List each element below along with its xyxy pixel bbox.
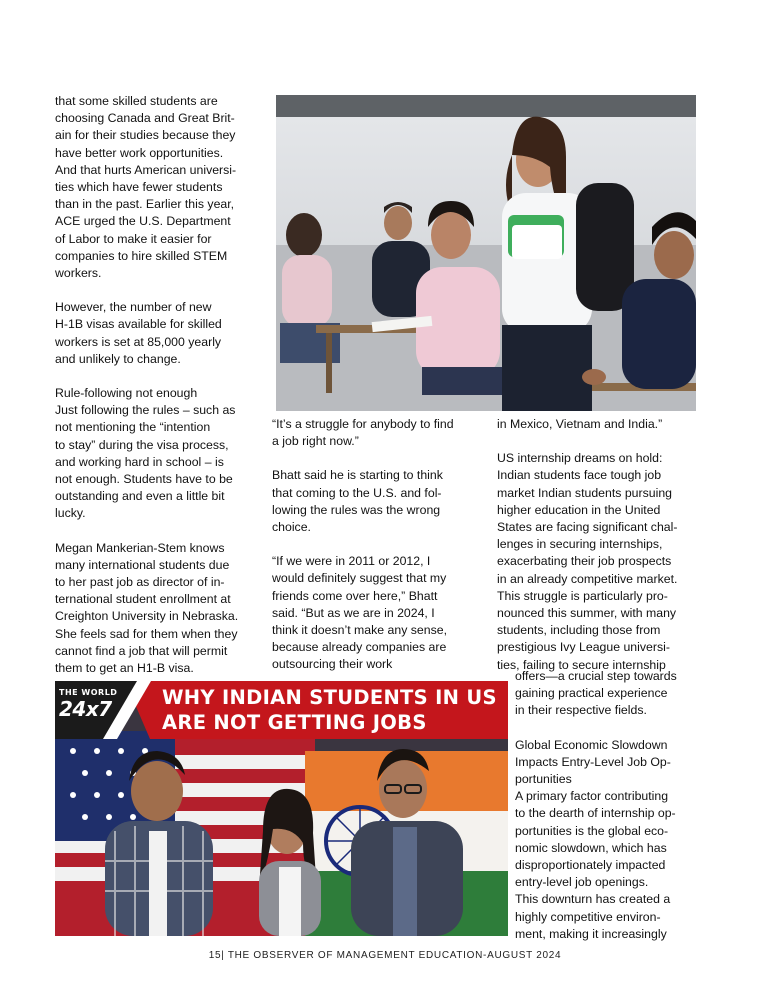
paragraph-break: [55, 523, 265, 540]
text-line: than in the past. Earlier this year,: [55, 197, 235, 212]
text-line: States are facing significant chal-: [497, 520, 678, 535]
text-line: think it doesn’t make any sense,: [272, 623, 447, 638]
text-line: market Indian students pursuing: [497, 485, 672, 500]
banner-headline: [162, 685, 502, 735]
classroom-students-photo: [276, 95, 696, 411]
text-line: in their respective fields.: [515, 703, 647, 718]
text-line: lenges in securing internships,: [497, 537, 663, 552]
text-line: H-1B visas available for skilled: [55, 317, 222, 332]
text-line: that coming to the U.S. and fol-: [272, 485, 442, 500]
text-line: Impacts Entry-Level Job Op-: [515, 754, 671, 769]
text-line: that some skilled students are: [55, 94, 218, 108]
page-footer: 15| THE OBSERVER OF MANAGEMENT EDUCATION-AUGUST 2024: [208, 950, 562, 961]
text-line: in an already competitive market.: [497, 571, 678, 586]
text-line: highly competitive environ-: [515, 909, 661, 924]
text-line: This downturn has created a: [515, 892, 671, 907]
world-24x7-logo: [59, 688, 123, 726]
text-line: This struggle is particularly pro-: [497, 588, 668, 603]
article-column-right-top: [497, 416, 707, 674]
text-line: would definitely suggest that my: [272, 571, 447, 586]
text-line: them to get an H1-B visa.: [55, 661, 194, 676]
text-line: to stay” during the visa process,: [55, 437, 229, 452]
text-line: a job right now.”: [272, 434, 359, 449]
article-column-right-bottom: [515, 668, 715, 943]
text-line: of Labor to make it easier for: [55, 231, 212, 246]
text-line: ternational student enrollment at: [55, 592, 231, 607]
text-line: She feels sad for them when they: [55, 626, 238, 641]
logo-line2: 24x7: [59, 697, 112, 721]
text-line: prestigious Ivy League universi-: [497, 640, 670, 655]
article-column-middle: [272, 416, 487, 674]
text-line: in Mexico, Vietnam and India.”: [497, 417, 663, 431]
text-line: “It’s a struggle for anybody to find: [272, 417, 454, 431]
text-line: friends come over here,” Bhatt: [272, 588, 438, 603]
text-line: cannot find a job that will permit: [55, 643, 228, 658]
text-line: outstanding and even a little bit: [55, 489, 225, 504]
text-line: students, including those from: [497, 623, 661, 638]
text-line: lowing the rules was the wrong: [272, 502, 441, 517]
text-line: Creighton University in Nebraska.: [55, 609, 239, 624]
text-line: gaining practical experience: [515, 686, 668, 701]
text-line: nounced this summer, with many: [497, 606, 677, 621]
text-line: US internship dreams on hold:: [497, 451, 663, 466]
text-line: ain for their studies because they: [55, 128, 236, 143]
text-line: entry-level job openings.: [515, 875, 649, 890]
text-line: to the dearth of internship op-: [515, 806, 676, 821]
text-line: higher education in the United: [497, 502, 661, 517]
text-line: offers—a crucial step towards: [515, 669, 677, 683]
logo-line1: THE WORLD: [59, 688, 118, 697]
text-line: choice.: [272, 520, 311, 535]
text-line: ties which have fewer students: [55, 180, 223, 195]
text-line: A primary factor contributing: [515, 789, 669, 804]
text-line: many international students due: [55, 557, 230, 572]
text-line: Global Economic Slowdown: [515, 737, 668, 752]
text-line: Megan Mankerian-Stem knows: [55, 540, 225, 555]
text-line: not enough. Students have to be: [55, 472, 233, 487]
text-line: nomic slowdown, which has: [515, 840, 667, 855]
text-line: And that hurts American universi-: [55, 162, 237, 177]
text-line: companies to hire skilled STEM: [55, 248, 228, 263]
text-line: not mentioning the “intention: [55, 420, 211, 435]
text-line: Rule-following not enough: [55, 386, 198, 401]
paragraph-break: [515, 720, 715, 737]
text-line: portunities: [515, 772, 572, 787]
text-line: and unlikely to change.: [55, 351, 181, 366]
paragraph-break: [272, 536, 487, 553]
text-line: workers is set at 85,000 yearly: [55, 334, 222, 349]
text-line: said. “But as we are in 2024, I: [272, 605, 435, 620]
text-line: ties, failing to secure internship: [497, 657, 666, 672]
text-line: ment, making it increasingly: [515, 926, 667, 941]
text-line: Bhatt said he is starting to think: [272, 468, 443, 483]
article-column-left: [55, 93, 265, 677]
text-line: choosing Canada and Great Brit-: [55, 111, 235, 126]
paragraph-break: [497, 433, 707, 450]
text-line: have better work opportunities.: [55, 145, 224, 160]
text-line: lucky.: [55, 506, 86, 521]
text-line: ACE urged the U.S. Department: [55, 214, 231, 229]
text-line: Just following the rules – such as: [55, 403, 236, 418]
text-line: “If we were in 2011 or 2012, I: [272, 554, 431, 569]
text-line: and working hard in school – is: [55, 454, 224, 469]
text-line: workers.: [55, 266, 102, 281]
banner-headline-line1: WHY INDIAN STUDENTS IN US: [162, 686, 497, 709]
paragraph-break: [55, 282, 265, 299]
text-line: However, the number of new: [55, 300, 212, 315]
paragraph-break: [55, 368, 265, 385]
text-line: because already companies are: [272, 640, 447, 655]
paragraph-break: [272, 450, 487, 467]
text-line: portunities is the global eco-: [515, 823, 669, 838]
text-line: Indian students face tough job: [497, 468, 662, 483]
text-line: outsourcing their work: [272, 657, 393, 672]
text-line: to her past job as director of in-: [55, 575, 225, 590]
text-line: exacerbating their job prospects: [497, 554, 672, 569]
text-line: disproportionately impacted: [515, 858, 666, 873]
banner-headline-line2: ARE NOT GETTING JOBS: [162, 711, 427, 734]
